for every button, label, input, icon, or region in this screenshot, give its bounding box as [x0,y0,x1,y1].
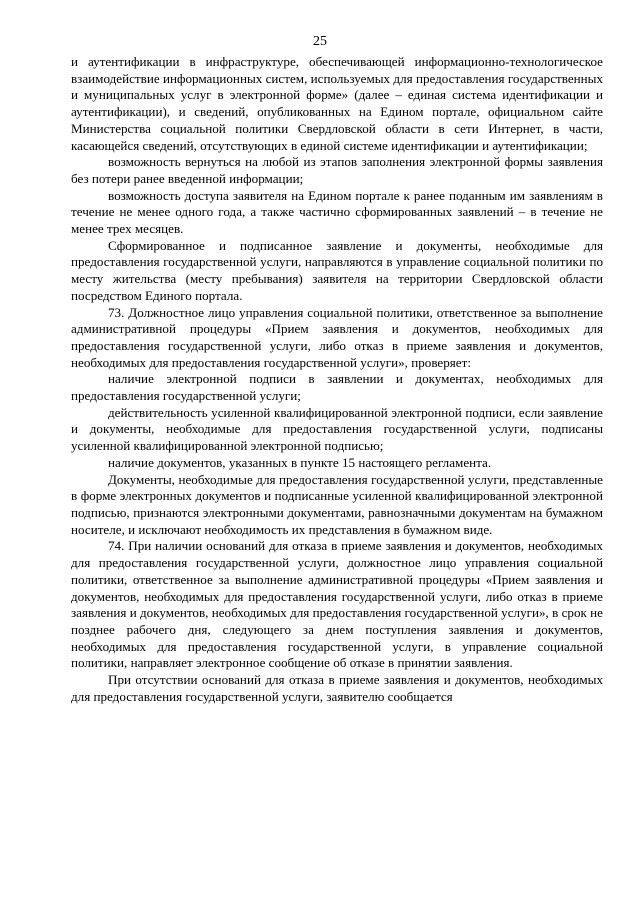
paragraph-item-73: 73. Должностное лицо управления социальной политики, ответственное за выполнение административной процедуры «Прием заявления и документов, необходимых для предоставления государственной услуги, либо отказ в приеме заявления и документов, необходимых для предоставления государственной услуги», проверяет: [71,304,603,370]
paragraph-signature-validity: действительность усиленной квалифицированной электронной подписи, если заявление и документы, необходимые для предоставления государственной услуги, подписаны усиленной квалифицированной электронной подписью; [71,404,603,454]
page-number: 25 [313,34,327,49]
paragraph-documents-presence: наличие документов, указанных в пункте 15 настоящего регламента. [108,454,492,470]
paragraph-submission-routing: Сформированное и подписанное заявление и документы, необходимые для предоставления государственной услуги, направляются в управление социальной политики по месту жительства (месту пребывания) заявителя на территории Свердловской области посредством Единого портала. [71,237,603,303]
document-body [71,54,603,705]
paragraph-signature-presence: наличие электронной подписи в заявлении и документах, необходимых для предоставления государственной услуги; [71,371,603,404]
paragraph-access-to-applications: возможность доступа заявителя на Едином портале к ранее поданным им заявлениям в течение не менее одного года, а также частично сформированных заявлений – в течение не менее трех месяцев. [71,187,603,237]
paragraph-identification-continuation: и аутентификации в инфраструктуре, обеспечивающей информационно-технологическое взаимодействие информационных систем, используемых для предоставления государственных и муниципальных услуг в электронной форме» (далее – единая система идентификации и аутентификации), и сведений, опубликованных на Едином портале, официальном сайте Министерства социальной политики Свердловской области в сети Интернет, в части, касающейся сведений, отсутствующих в единой системе идентификации и аутентификации; [71,54,603,153]
paragraph-item-74: 74. При наличии оснований для отказа в приеме заявления и документов, необходимых для предоставления государственной услуги, должностное лицо управления социальной политики, ответственное за выполнение административной процедуры «Прием заявления и документов, необходимых для предоставления государственной услуги, либо отказ в приеме заявления и документов, необходимых для предоставления государственной услуги», в срок не позднее рабочего дня, следующего за днем поступления заявления и документов, необходимых для предоставления государственной услуги, в управление социальной политики, направляет электронное сообщение об отказе в принятии заявления. [71,538,603,671]
paragraph-electronic-documents-equivalence: Документы, необходимые для предоставления государственной услуги, представленные в форме электронных документов и подписанные усиленной квалифицированной электронной подписью, признаются электронными документами, равнозначными документам на бумажном носителе, и исключают необходимость их представления в бумажном виде. [71,471,603,537]
paragraph-no-grounds-for-refusal: При отсутствии оснований для отказа в приеме заявления и документов, необходимых для предоставления государственной услуги, заявителю сообщается [71,672,603,704]
paragraph-return-to-steps: возможность вернуться на любой из этапов заполнения электронной формы заявления без потери ранее введенной информации; [71,154,603,186]
